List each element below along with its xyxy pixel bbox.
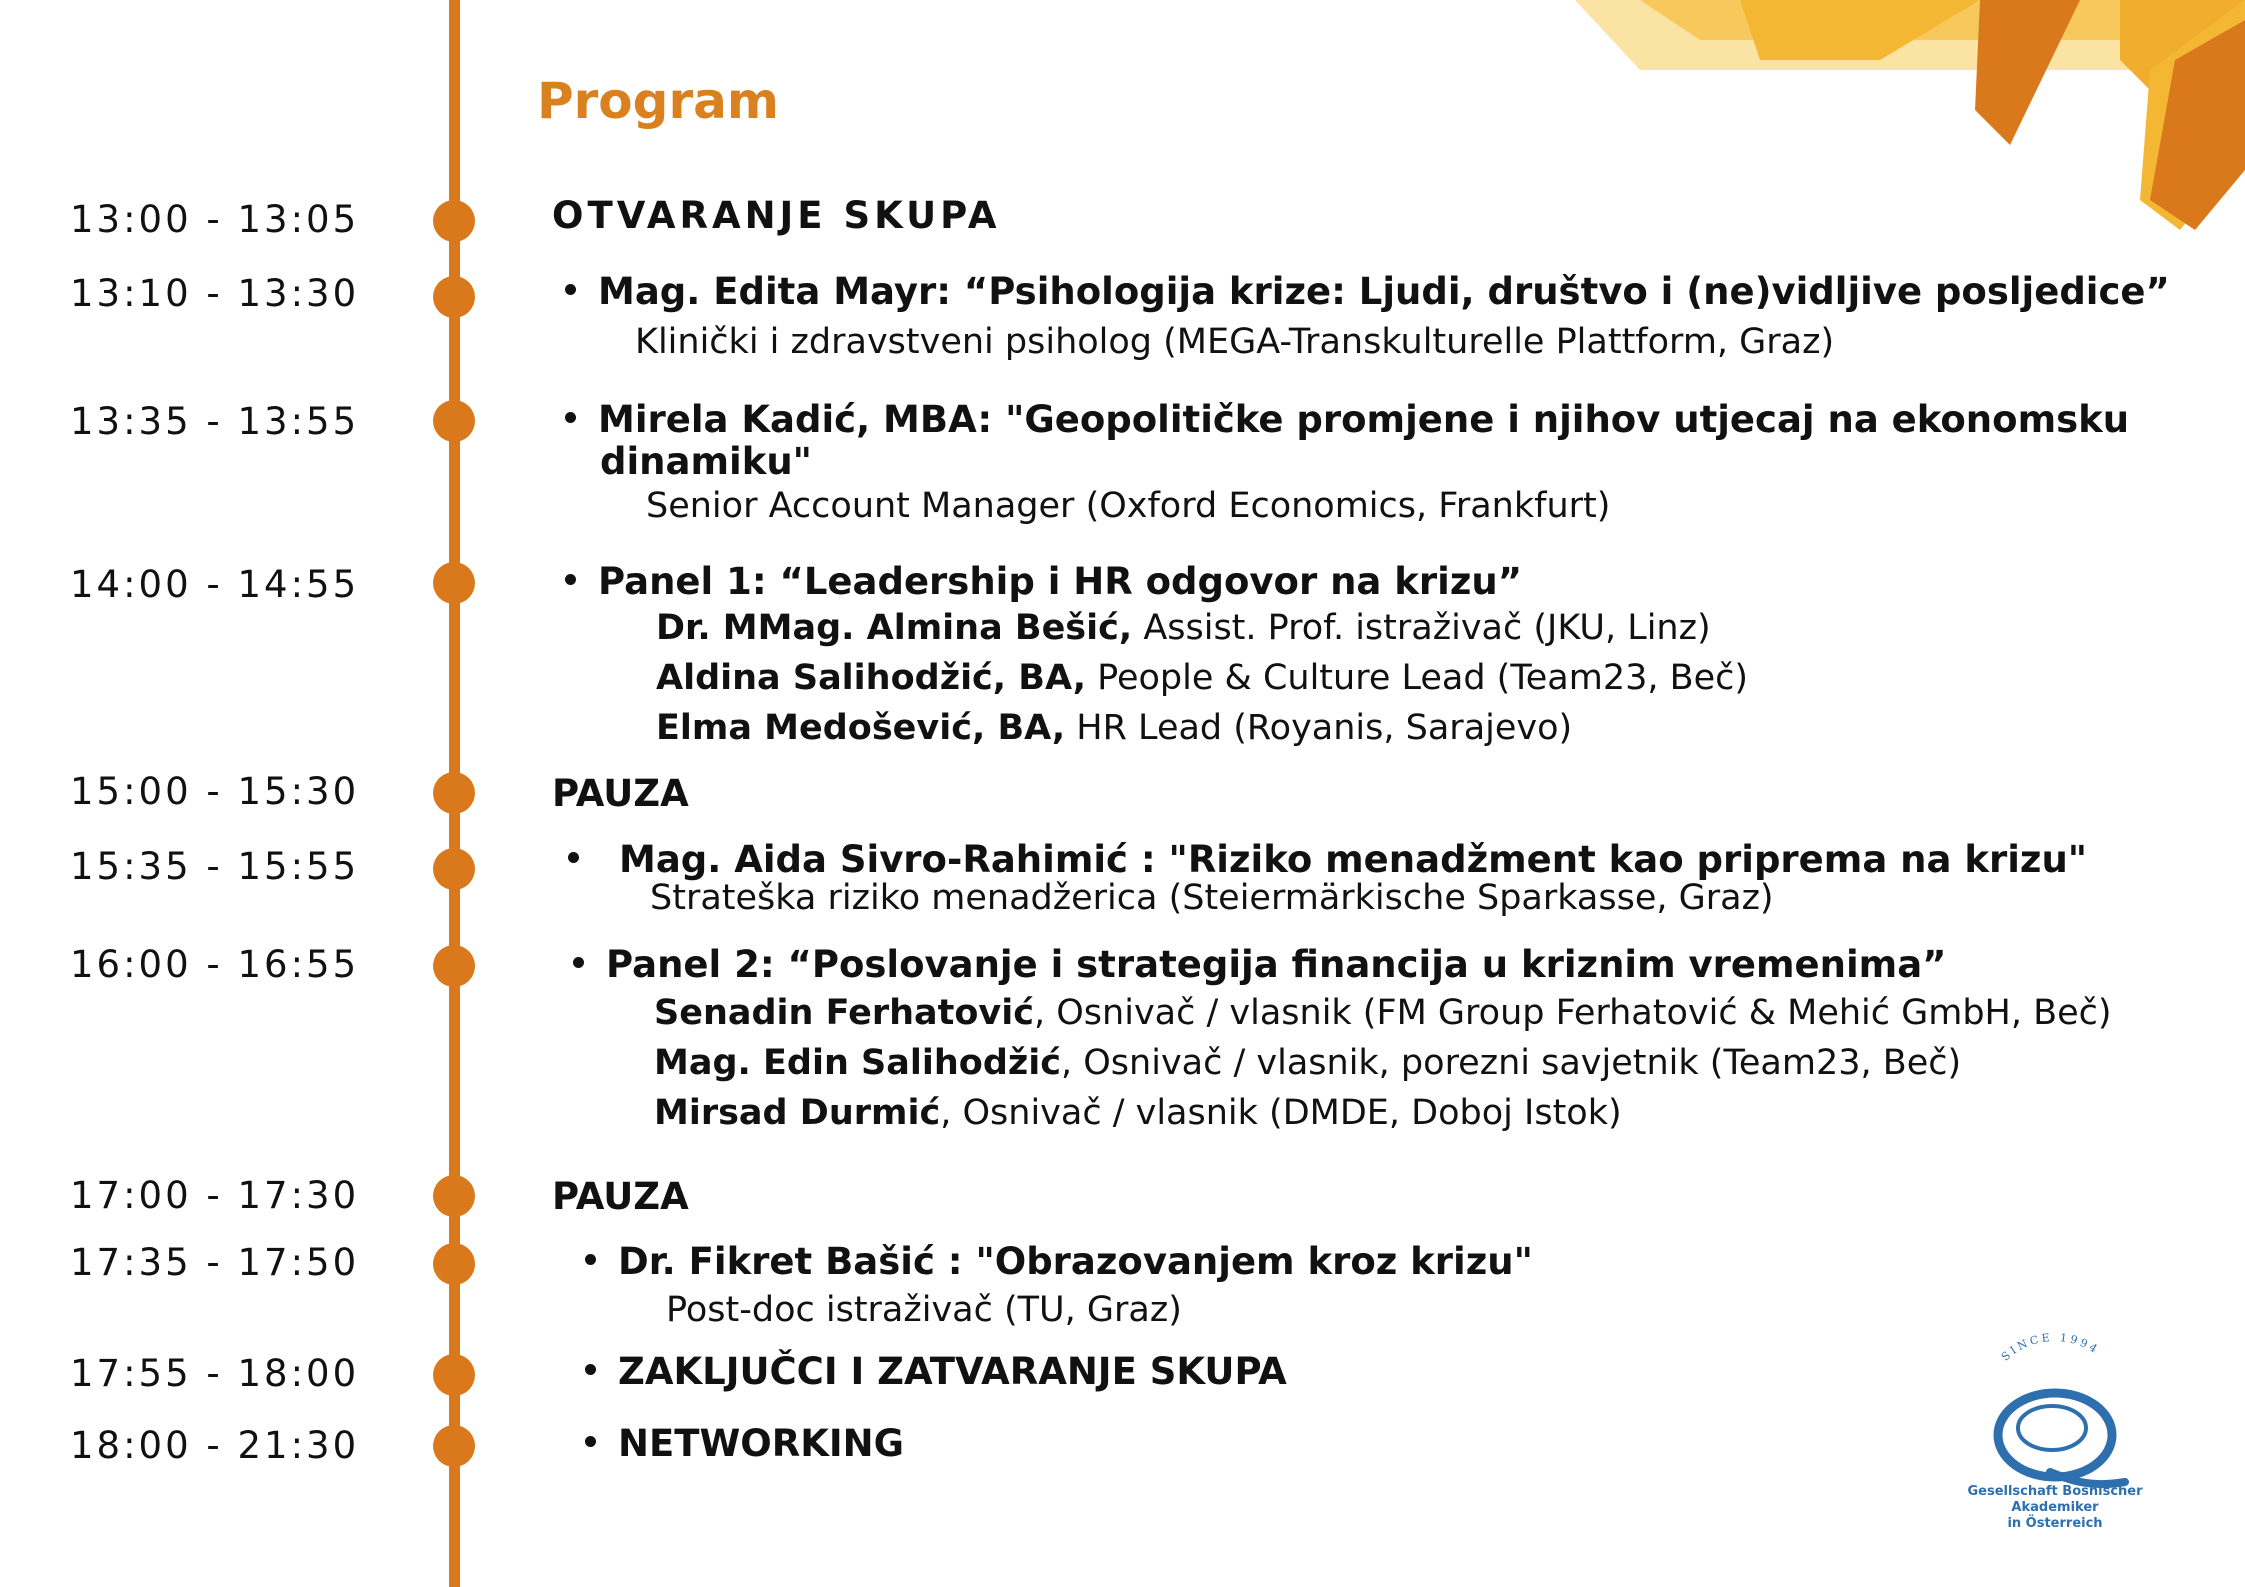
heading-text: Mag. Edita Mayr: “Psihologija krize: Ljudi, društvo i (ne)vidljive posljedice”: [598, 270, 2170, 313]
timeline-dot: [433, 1354, 475, 1396]
bullet-icon: [585, 1254, 596, 1265]
panelist-role: , Osnivač / vlasnik, porezni savjetnik (Team23, Beč): [1061, 1043, 1962, 1083]
panelist-name: Senadin Ferhatović: [654, 993, 1034, 1033]
session-heading-cont: dinamiku": [600, 440, 812, 483]
session-heading: [565, 560, 1522, 603]
session-heading: PAUZA: [552, 1175, 689, 1218]
time-label: 15:00 - 15:30: [70, 770, 360, 813]
logo-name-line1: Gesellschaft Bosnischer Akademiker: [1967, 1484, 2143, 1515]
bullet-icon: [565, 284, 576, 295]
speaker-role: Strateška riziko menadžerica (Steiermärkische Sparkasse, Graz): [650, 878, 1774, 918]
time-label: 15:35 - 15:55: [70, 845, 360, 888]
panelist: [654, 1043, 1961, 1083]
bullet-icon: [565, 412, 576, 423]
panelist-name: Mirsad Durmić: [654, 1093, 941, 1133]
session-heading: [565, 270, 2170, 313]
session-heading: [585, 1422, 904, 1465]
timeline-dot: [433, 562, 475, 604]
heading-text: Mirela Kadić, MBA: "Geopolitičke promjene i njihov utjecaj na ekonomsku: [598, 398, 2130, 441]
logo-since-text: SINCE 1994: [1998, 1330, 2103, 1364]
panelist-role: Assist. Prof. istraživač (JKU, Linz): [1132, 608, 1711, 648]
heading-text: Panel 1: “Leadership i HR odgovor na krizu”: [598, 560, 1523, 603]
time-label: 13:00 - 13:05: [70, 198, 360, 241]
panelist-role: , Osnivač / vlasnik (FM Group Ferhatović & Mehić GmbH, Beč): [1034, 993, 2112, 1033]
heading-text: ZAKLJUČCI I ZATVARANJE SKUPA: [618, 1350, 1287, 1393]
panelist: [656, 708, 1572, 748]
session-heading: PAUZA: [552, 772, 689, 815]
time-label: 13:35 - 13:55: [70, 400, 360, 443]
time-label: 17:55 - 18:00: [70, 1352, 360, 1395]
panelist-name: Aldina Salihodžić, BA,: [656, 658, 1086, 698]
session-heading: [585, 1240, 1533, 1283]
time-label: 18:00 - 21:30: [70, 1424, 360, 1467]
heading-text: Dr. Fikret Bašić : "Obrazovanjem kroz krizu": [618, 1240, 1533, 1283]
panelist: [654, 993, 2112, 1033]
time-label: 17:00 - 17:30: [70, 1174, 360, 1217]
timeline-dot: [433, 276, 475, 318]
time-label: 14:00 - 14:55: [70, 563, 360, 606]
speaker-role: Post-doc istraživač (TU, Graz): [666, 1290, 1182, 1330]
session-heading: [573, 943, 1947, 986]
timeline-dot: [433, 848, 475, 890]
heading-text: NETWORKING: [618, 1422, 905, 1465]
logo-name-line2: in Österreich: [2007, 1516, 2103, 1531]
bullet-icon: [568, 852, 579, 863]
time-label: 16:00 - 16:55: [70, 943, 360, 986]
bullet-icon: [565, 574, 576, 585]
panelist-role: People & Culture Lead (Team23, Beč): [1086, 658, 1749, 698]
timeline-dot: [433, 400, 475, 442]
logo-name: [1940, 1484, 2170, 1532]
panelist-name: Elma Medošević, BA,: [656, 708, 1066, 748]
timeline-dot: [433, 1243, 475, 1285]
timeline-dot: [433, 1175, 475, 1217]
bullet-icon: [573, 957, 584, 968]
panelist-role: HR Lead (Royanis, Sarajevo): [1065, 708, 1573, 748]
timeline-dot: [433, 1425, 475, 1467]
panelist-role: , Osnivač / vlasnik (DMDE, Doboj Istok): [940, 1093, 1622, 1133]
panelist: [654, 1093, 1622, 1133]
bullet-icon: [585, 1364, 596, 1375]
timeline-dot: [433, 945, 475, 987]
page-title: Program: [537, 72, 779, 130]
session-heading: [568, 838, 2087, 881]
panelist: [656, 608, 1711, 648]
timeline-dot: [433, 772, 475, 814]
speaker-role: Klinički i zdravstveni psiholog (MEGA-Transkulturelle Plattform, Graz): [635, 322, 1835, 362]
heading-text: Mag. Aida Sivro-Rahimić : "Riziko menadžment kao priprema na krizu": [619, 838, 2088, 881]
heading-text: Panel 2: “Poslovanje i strategija financija u kriznim vremenima”: [606, 943, 1947, 986]
session-heading: [565, 398, 2129, 441]
time-label: 13:10 - 13:30: [70, 272, 360, 315]
session-heading: [585, 1350, 1287, 1393]
panelist-name: Mag. Edin Salihodžić: [654, 1043, 1061, 1083]
panelist-name: Dr. MMag. Almina Bešić,: [656, 608, 1133, 648]
time-label: 17:35 - 17:50: [70, 1241, 360, 1284]
timeline-dot: [433, 200, 475, 242]
panelist: [656, 658, 1748, 698]
bullet-icon: [585, 1436, 596, 1447]
session-heading: OTVARANJE SKUPA: [552, 194, 1001, 237]
speaker-role: Senior Account Manager (Oxford Economics, Frankfurt): [646, 486, 1611, 526]
